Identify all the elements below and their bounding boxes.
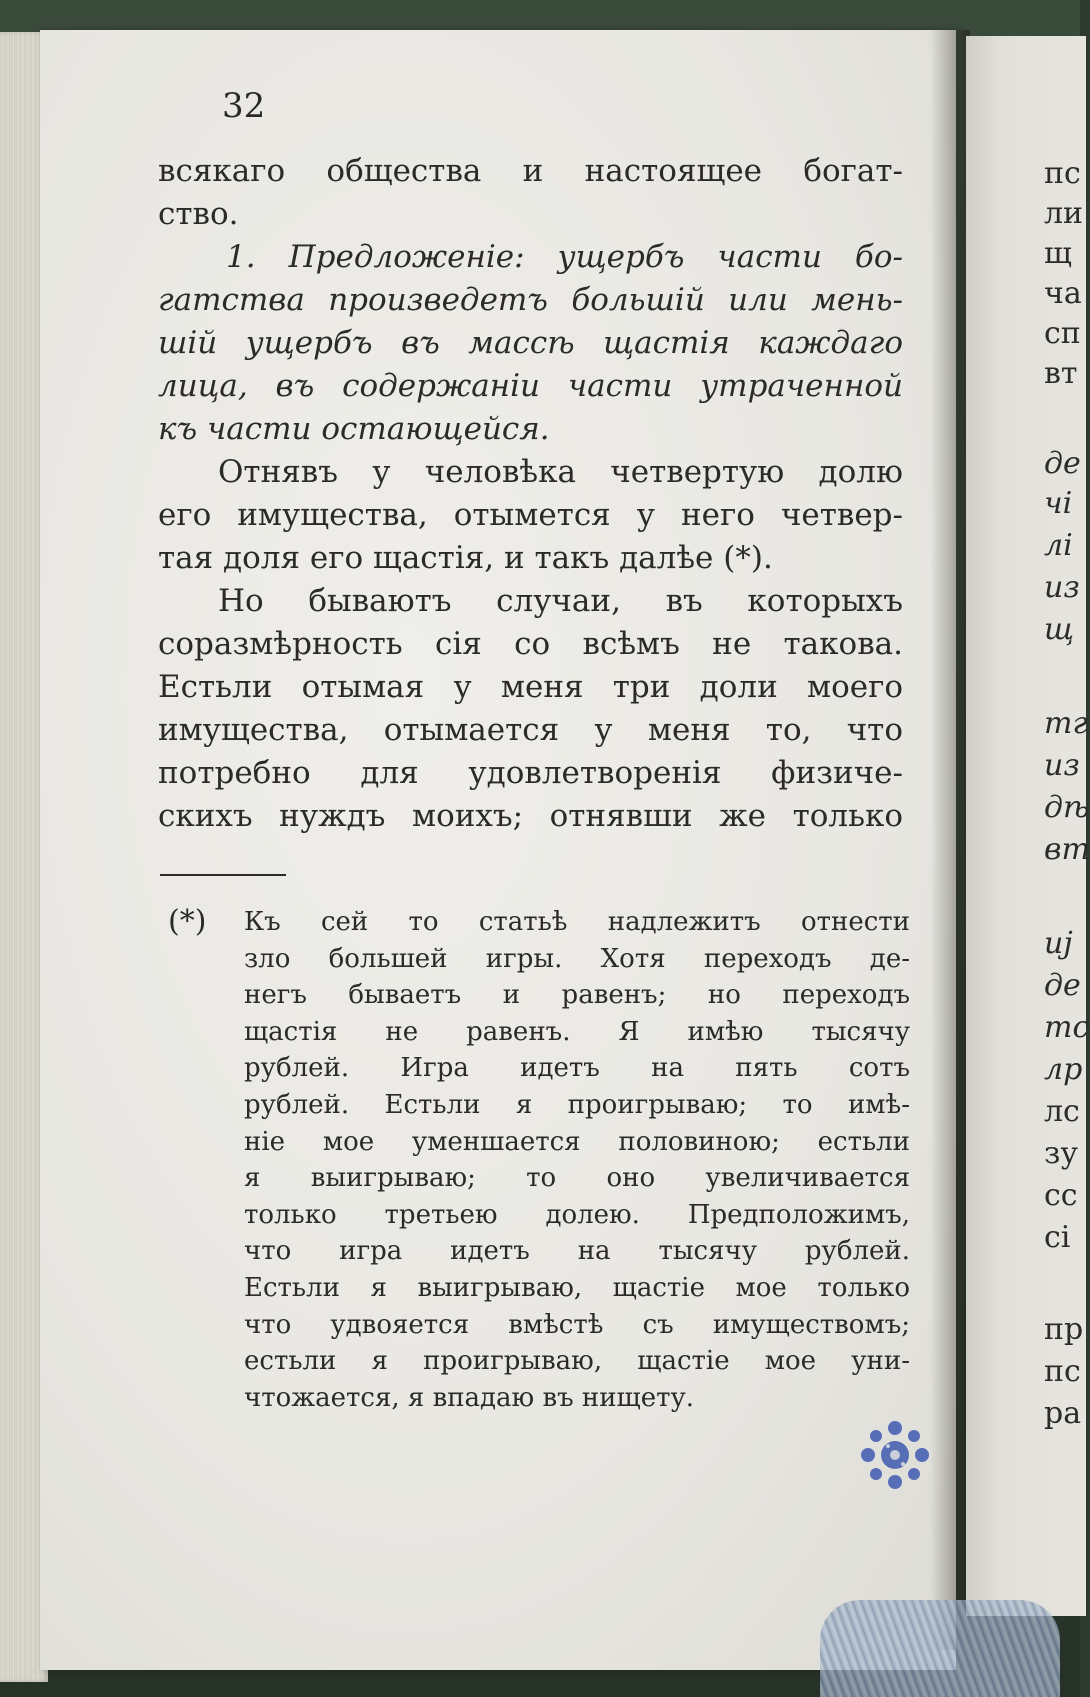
text-line: гатства произведетъ большій или мень-	[158, 282, 903, 318]
footnote-divider	[160, 874, 286, 876]
next-page-fragment: вт	[1044, 356, 1078, 391]
text-line: имущества, отымается у меня то, что	[158, 712, 903, 748]
next-page-fragment: зу	[1044, 1136, 1079, 1171]
bookmark-ribbon	[820, 1600, 1060, 1697]
next-page-fragment: тс	[1044, 1010, 1090, 1045]
text-line: скихъ нуждъ моихъ; отнявши же только	[158, 798, 903, 834]
footnote-line: чтожается, я впадаю въ нищету.	[244, 1382, 695, 1413]
text-line: Отнявъ у человѣка четвертую долю	[218, 454, 903, 490]
text-line: потребно для удовлетворенія физиче-	[158, 755, 903, 791]
text-line: его имущества, отымется у него четвер-	[158, 497, 903, 533]
next-page-fragment: ли	[1044, 196, 1084, 231]
footnote-line: щастія не равенъ. Я имѣю тысячу	[244, 1016, 910, 1047]
next-page-fragment: де	[1044, 968, 1081, 1003]
footnote-line: естьли я проигрываю, щастіе мое уни-	[244, 1346, 910, 1377]
footnote-line: ніе мое уменшается половиною; естьли	[244, 1126, 910, 1157]
next-page-fragment: пс	[1044, 1354, 1081, 1389]
text-line: Но бываютъ случаи, въ которыхъ	[218, 583, 903, 619]
page-number: 32	[222, 86, 266, 126]
next-page-fragment: пр	[1044, 1312, 1084, 1347]
next-page-fragment: сі	[1044, 1220, 1071, 1255]
text-line: шій ущербъ въ массѣ щастія каждаго	[158, 325, 903, 361]
library-stamp-icon	[858, 1418, 932, 1492]
footnote-mark: (*)	[168, 904, 207, 939]
gutter-shadow	[930, 30, 970, 1650]
next-page-fragment: вт	[1044, 832, 1090, 867]
next-page-fragment: лі	[1044, 528, 1073, 563]
next-page-fragment: сс	[1044, 1178, 1078, 1213]
footnote-line: рублей. Естьли я проигрываю; то имѣ-	[244, 1089, 910, 1120]
text-line: всякаго общества и настоящее богат-	[158, 153, 903, 189]
next-page-fragment: из	[1044, 570, 1080, 605]
text-line: ство.	[158, 196, 239, 232]
text-line: 1. Предложеніе: ущербъ части бо-	[226, 239, 903, 275]
footnote-line: что игра идетъ на тысячу рублей.	[244, 1236, 910, 1267]
main-text	[158, 150, 903, 838]
footnote-line: только третьею долею. Предположимъ,	[244, 1199, 910, 1230]
next-page-fragment: сп	[1044, 316, 1081, 351]
footnote-line: Естьли я выигрываю, щастіе мое только	[244, 1272, 910, 1303]
text-line: Естьли отымая у меня три доли моего	[158, 669, 903, 705]
next-page-fragment: щ	[1044, 612, 1075, 647]
footnote-text	[244, 904, 910, 1416]
footnote-line: зло большей игры. Хотя переходъ де-	[244, 943, 910, 974]
next-page-fragment: щ	[1044, 236, 1072, 271]
footnote-line: я выигрываю; то оно увеличивается	[244, 1163, 910, 1194]
next-page-fragment: пс	[1044, 156, 1081, 191]
next-page-fragment: ра	[1044, 1396, 1082, 1431]
next-page-fragment: де	[1044, 446, 1081, 481]
next-page-fragment: лс	[1044, 1094, 1080, 1129]
text-line: тая доля его щастія, и такъ далѣе (*).	[158, 540, 773, 576]
footnote-line: рублей. Игра идетъ на пять сотъ	[244, 1053, 910, 1084]
text-line: лица, въ содержаніи части утраченной	[158, 368, 903, 404]
next-page-fragment: иј	[1044, 926, 1073, 961]
next-page-fragment: из	[1044, 748, 1080, 783]
next-page-fragment: дѣ	[1044, 790, 1090, 825]
next-page-fragment: чі	[1044, 486, 1073, 521]
next-page-fragment: лр	[1044, 1052, 1083, 1087]
text-line: соразмѣрность сія со всѣмъ не такова.	[158, 626, 903, 662]
next-page-fragment: тг	[1044, 706, 1088, 741]
next-page-edge	[966, 36, 1090, 1616]
text-line: къ части остающейся.	[158, 411, 550, 447]
footnote-line: Къ сей то статьѣ надлежитъ отнести	[244, 907, 910, 937]
next-page-fragment: ча	[1044, 276, 1082, 311]
footnote-line: негъ бываетъ и равенъ; но переходъ	[244, 980, 910, 1011]
footnote-line: что удвояется вмѣстѣ съ имуществомъ;	[244, 1309, 910, 1340]
